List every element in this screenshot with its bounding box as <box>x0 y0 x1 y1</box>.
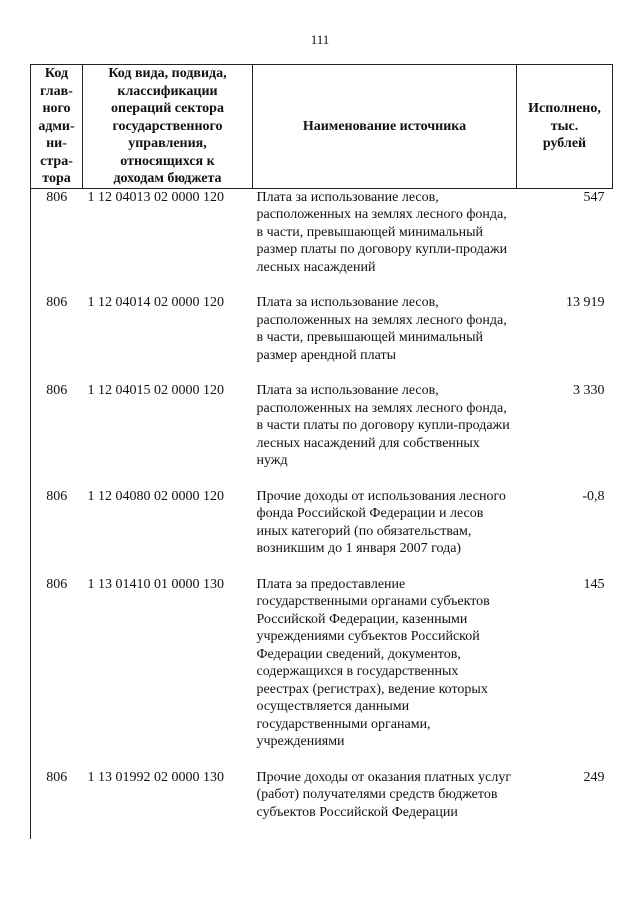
source-name-cell: Плата за использование лесов, расположенных на землях лесного фонда, в части платы по договору купли-продажи лесных насаждений для собственных нужд <box>256 383 510 468</box>
header-executed: Исполнено, тыс. рублей <box>517 65 613 189</box>
source-name-cell: Плата за предоставление государственными органами субъектов Российской Федерации, казенными учреждениями субъектов Российской Федерации сведений, документов, содержащихся в государственных реестрах (регистрах), ведение которых осуществляется данными государственными органами, учреждениями <box>256 576 490 749</box>
admin-code-cell: 806 <box>31 382 83 488</box>
table-row <box>31 576 613 769</box>
table-row <box>31 294 613 382</box>
revenue-table <box>30 64 613 839</box>
header-source-name: Наименование источника <box>253 65 517 189</box>
admin-code-cell: 806 <box>31 188 83 294</box>
source-name-cell: Плата за использование лесов, расположенных на землях лесного фонда, в части, превышающей минимальный размер платы по договору купли-продажи лесных насаждений <box>256 189 508 275</box>
admin-code-cell: 806 <box>31 294 83 382</box>
type-code-cell: 1 13 01992 02 0000 130 <box>87 769 224 785</box>
page-number: 111 <box>310 32 330 47</box>
amount-cell: 145 <box>583 576 605 592</box>
type-code-cell: 1 12 04015 02 0000 120 <box>87 383 224 398</box>
amount-cell: 249 <box>583 769 605 785</box>
admin-code-cell: 806 <box>31 769 83 840</box>
source-name-cell: Прочие доходы от оказания платных услуг (работ) получателями средств бюджетов субъектов Российской Федерации <box>256 769 512 820</box>
type-code-cell: 1 12 04013 02 0000 120 <box>87 189 224 205</box>
table-row <box>31 769 613 840</box>
amount-cell: 547 <box>583 189 605 205</box>
table-header-row <box>31 65 613 189</box>
amount-cell: -0,8 <box>582 488 605 504</box>
type-code-cell: 1 13 01410 01 0000 130 <box>87 576 224 592</box>
source-name-cell: Плата за использование лесов, расположенных на землях лесного фонда, в части, превышающей минимальный размер арендной платы <box>256 295 507 363</box>
source-name-cell: Прочие доходы от использования лесного фонда Российской Федерации и лесов иных категорий (по обязательствам, возникшим до 1 января 2007 года) <box>256 488 506 556</box>
amount-cell: 3 330 <box>573 383 605 398</box>
header-type-code: Код вида, подвида, классификации операций сектора государственного управления, относящихся к доходам бюджета <box>83 65 253 189</box>
admin-code-cell: 806 <box>31 576 83 769</box>
type-code-cell: 1 12 04080 02 0000 120 <box>87 488 224 504</box>
table-row <box>31 382 613 488</box>
table-row <box>31 488 613 576</box>
table-row <box>31 188 613 294</box>
amount-cell: 13 919 <box>566 295 605 310</box>
admin-code-cell: 806 <box>31 488 83 576</box>
header-admin-code: Код глав- ного адми- ни- стра- тора <box>31 65 83 189</box>
type-code-cell: 1 12 04014 02 0000 120 <box>87 295 224 310</box>
